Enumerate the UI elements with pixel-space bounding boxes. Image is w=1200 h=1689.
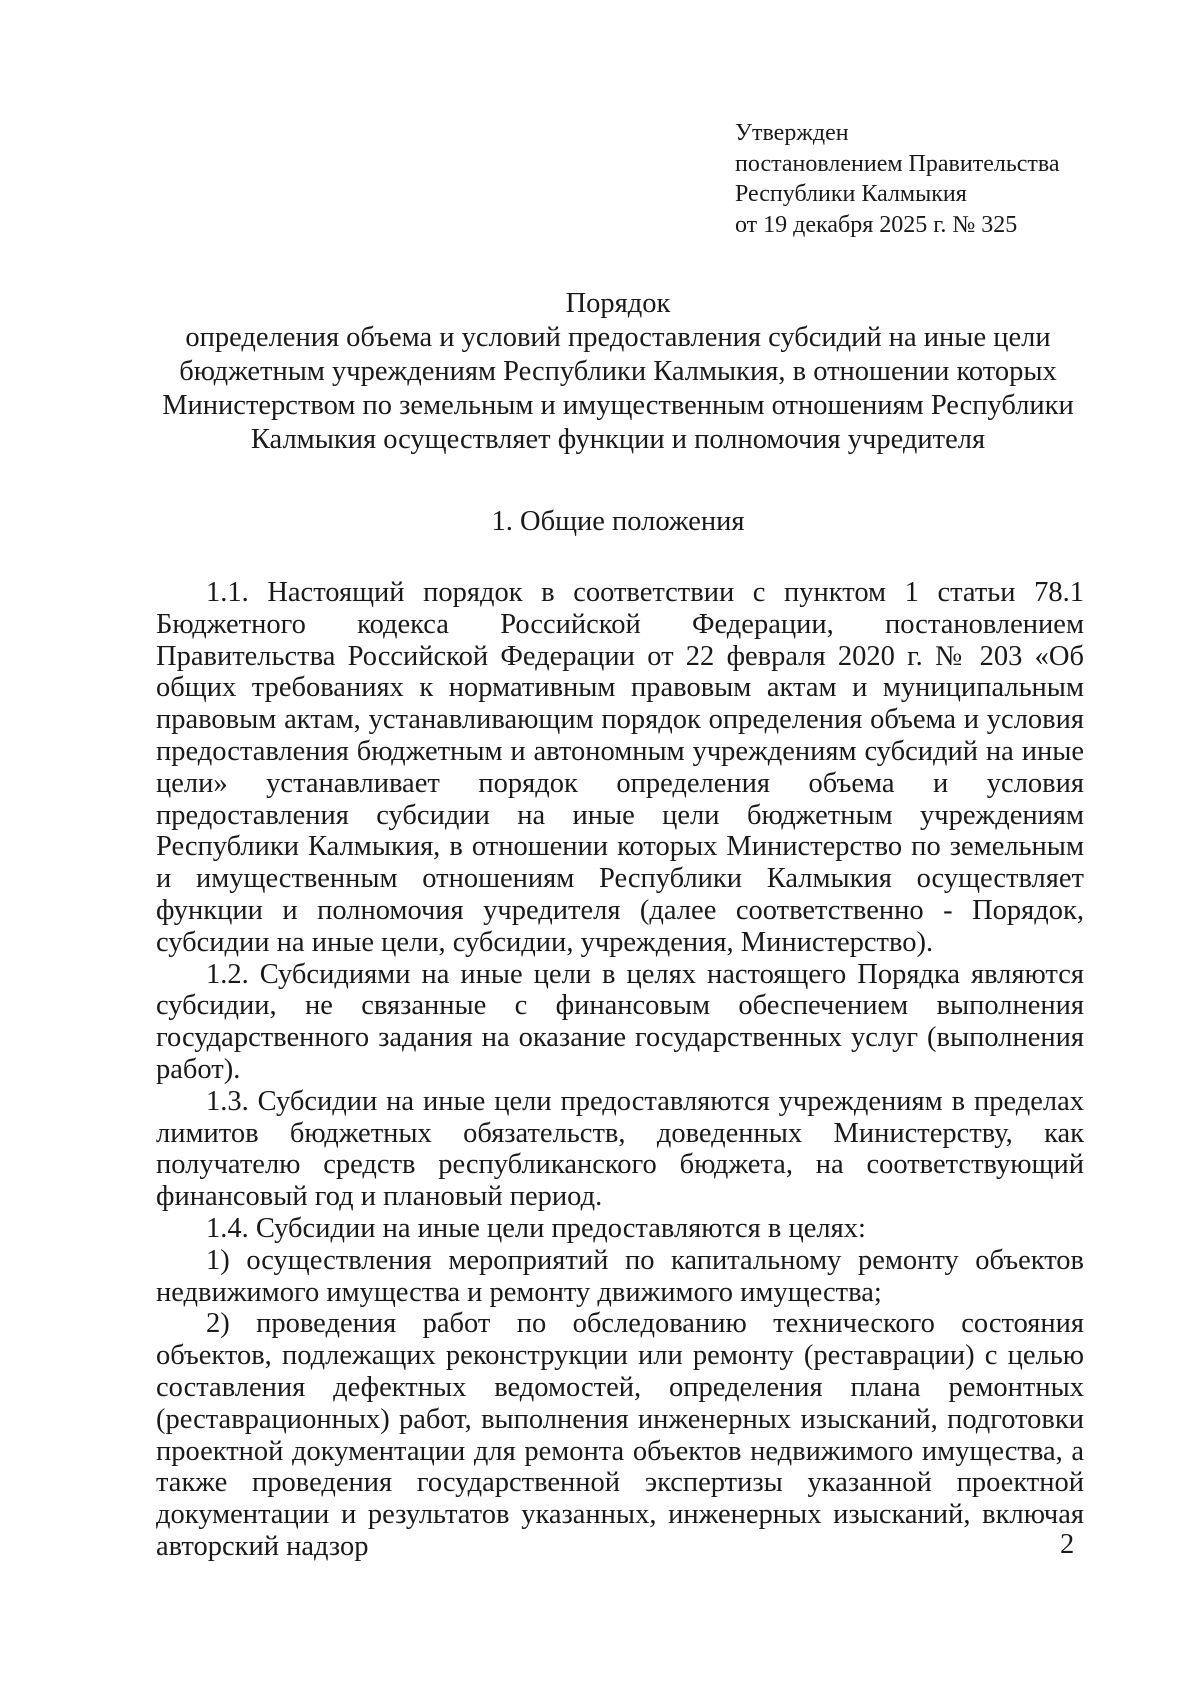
approval-line: от 19 декабря 2025 г. № 325: [735, 211, 1018, 238]
paragraph: 1.4. Субсидии на иные цели предоставляются в целях:: [206, 1212, 866, 1244]
title-line: определения объема и условий предоставления субсидий на иные цели: [185, 322, 1051, 353]
paragraph: 2) проведения работ по обследованию технического состояния объектов, подлежащих реконструкции или ремонту (реставрации) с целью составления дефектных ведомостей, определения плана ремонтных (реставрационных) работ, выполнения инженерных изысканий, подготовки проектной документации для ремонта объектов недвижимого имущества, а также проведения государственной экспертизы указанной проектной документации и результатов указанных, инженерных изысканий, включая авторский надзор: [156, 1308, 1084, 1562]
approval-line: постановлением Правительства: [735, 150, 1060, 177]
page-number: 2: [1060, 1529, 1075, 1560]
paragraph: 1.1. Настоящий порядок в соответствии с пунктом 1 статьи 78.1 Бюджетного кодекса Российской Федерации, постановлением Правительства Российской Федерации от 22 февраля 2020 г. № 203 «Об общих требованиях к нормативным правовым актам и муниципальным правовым актам, устанавливающим порядок определения объема и условия предоставления бюджетным и автономным учреждениям субсидий на иные цели» устанавливает порядок определения объема и условия предоставления субсидии на иные цели бюджетным учреждениям Республики Калмыкия, в отношении которых Министерство по земельным и имущественным отношениям Республики Калмыкия осуществляет функции и полномочия учредителя (далее соответственно - Порядок, субсидии на иные цели, субсидии, учреждения, Министерство).: [156, 577, 1084, 958]
paragraph: 1.2. Субсидиями на иные цели в целях настоящего Порядка являются субсидии, не связанные с финансовым обеспечением выполнения государственного задания на оказание государственных услуг (выполнения работ).: [156, 958, 1084, 1085]
section-heading: 1. Общие положения: [491, 506, 745, 537]
document-body: [156, 577, 1084, 1563]
approval-line: Утвержден: [735, 120, 849, 146]
approval-stamp: [735, 118, 1060, 240]
title-line: Порядок: [565, 288, 671, 319]
title-line: бюджетным учреждениям Республики Калмыкия, в отношении которых: [179, 356, 1057, 387]
title-line: Калмыкия осуществляет функции и полномочия учредителя: [250, 424, 986, 455]
approval-line: Республики Калмыкия: [735, 181, 967, 207]
title-line: Министерством по земельным и имущественным отношениям Республики: [162, 390, 1074, 421]
paragraph: 1) осуществления мероприятий по капитальному ремонту объектов недвижимого имущества и ремонту движимого имущества;: [156, 1244, 1084, 1308]
paragraph: 1.3. Субсидии на иные цели предоставляются учреждениям в пределах лимитов бюджетных обязательств, доведенных Министерству, как получателю средств республиканского бюджета, на соответствующий финансовый год и плановый период.: [156, 1085, 1084, 1213]
document-title: [150, 287, 1086, 457]
